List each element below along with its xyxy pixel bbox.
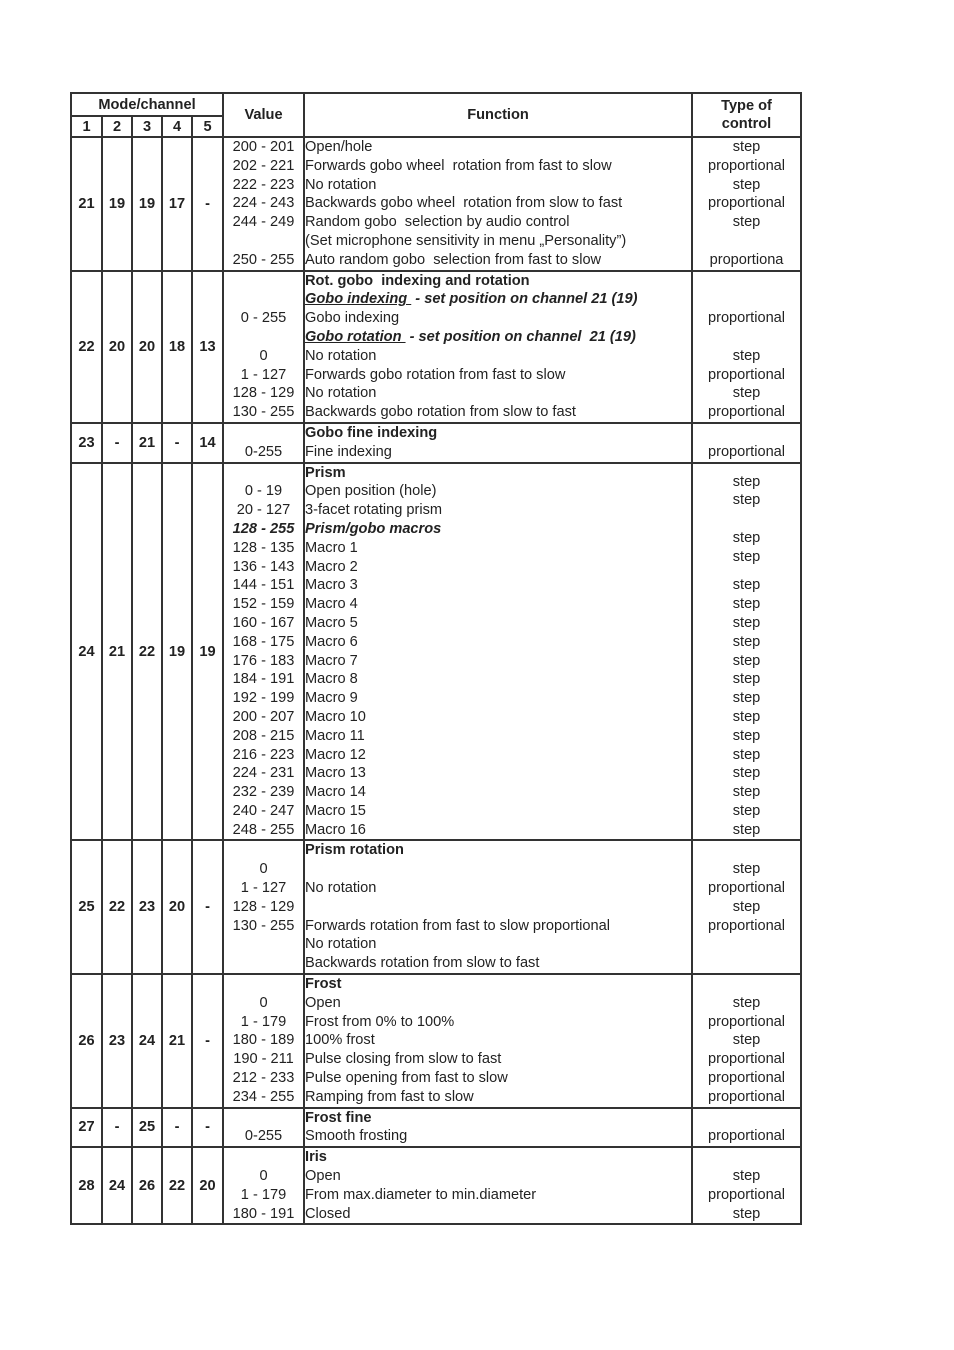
function-cell (304, 463, 692, 577)
function-cell-lines (305, 464, 691, 577)
underlined-term: Gobo rotation (305, 328, 406, 345)
function-line: 3-facet rotating prism (305, 502, 443, 519)
function-line: No rotation (305, 176, 377, 193)
type-line: step (732, 139, 761, 155)
table-row (71, 271, 801, 423)
channel-mode-5: - (192, 1108, 223, 1148)
function-line: Macro 11 (305, 727, 365, 744)
channel-mode-5: 19 (192, 463, 223, 841)
table-body (71, 137, 801, 1224)
value-line: 0 - 19 (244, 483, 283, 500)
type-line: step (732, 1032, 761, 1049)
function-line: Macro 1 (305, 539, 358, 556)
function-line: Rot. gobo indexing and rotation (305, 272, 530, 289)
value-line: 0-255 (244, 1128, 283, 1145)
type-line: proportional (707, 443, 786, 460)
value-line: 180 - 191 (232, 1205, 295, 1222)
type-cell-lines (693, 424, 800, 462)
value-line (224, 841, 303, 860)
type-cell (692, 271, 801, 423)
function-cell-lines (305, 1109, 691, 1147)
function-line: Backwards gobo rotation from slow to fast (305, 404, 576, 421)
channel-mode-4: - (162, 1108, 192, 1148)
value-line (224, 328, 303, 347)
function-line: Macro 12 (305, 746, 366, 763)
value-line: 180 - 189 (232, 1032, 295, 1049)
channel-mode-4: - (162, 423, 192, 463)
value-line (224, 954, 303, 973)
value-line (224, 272, 303, 291)
value-cell-lines (224, 464, 303, 577)
function-line (305, 898, 691, 917)
channel-mode-1: 28 (71, 1147, 102, 1224)
channel-mode-5: 13 (192, 271, 223, 423)
value-line: 224 - 231 (232, 765, 295, 782)
table-row (71, 1108, 801, 1148)
value-line (224, 975, 303, 994)
channel-mode-4: 17 (162, 137, 192, 271)
value-cell (223, 840, 304, 974)
function-line: Fine indexing (305, 443, 392, 460)
value-cell-lines (224, 576, 303, 839)
value-cell-lines (224, 424, 303, 462)
value-line: 184 - 191 (232, 671, 295, 688)
type-line: proportional (707, 1070, 786, 1087)
type-line: step (732, 994, 761, 1011)
channel-mode-5: - (192, 137, 223, 271)
channel-mode-3: 26 (132, 1147, 162, 1224)
value-line: 130 - 255 (232, 917, 295, 934)
value-cell (223, 137, 304, 271)
type-line: proportional (707, 1088, 786, 1105)
value-line: 200 - 207 (232, 708, 295, 725)
channel-mode-2: 19 (102, 137, 132, 271)
type-line: step (732, 633, 761, 650)
mode-5-header: 5 (192, 116, 223, 137)
type-line: step (732, 214, 761, 231)
channel-mode-1: 25 (71, 840, 102, 974)
type-cell-lines (693, 1148, 800, 1223)
value-line: 176 - 183 (232, 652, 295, 669)
type-of-control-header: Type of control (692, 93, 801, 137)
type-line: step (732, 385, 761, 402)
type-line: step (732, 176, 761, 193)
type-line: proportional (707, 880, 786, 897)
type-line: proportional (707, 404, 786, 421)
value-cell-lines (224, 138, 303, 270)
value-line: 1 - 127 (240, 366, 287, 383)
value-line (224, 424, 303, 443)
mode-1-header: 1 (71, 116, 102, 137)
type-line: step (732, 492, 761, 509)
function-line: Macro 13 (305, 765, 366, 782)
type-line: proportional (707, 366, 786, 383)
channel-mode-2: - (102, 423, 132, 463)
function-line: Backwards rotation from slow to fast (305, 955, 540, 972)
value-line (224, 935, 303, 954)
value-line: 240 - 247 (232, 802, 295, 819)
table-row (71, 1147, 801, 1224)
function-line: No rotation (305, 880, 377, 897)
value-line (224, 1109, 303, 1128)
type-cell (692, 974, 801, 1108)
function-line: Open/hole (305, 139, 373, 155)
channel-mode-2: 21 (102, 463, 132, 841)
function-cell (304, 576, 692, 840)
type-line: proportiona (709, 251, 784, 268)
channel-mode-3: 24 (132, 974, 162, 1108)
value-cell-lines (224, 1148, 303, 1223)
value-line: 0 (259, 347, 268, 364)
channel-mode-5: 20 (192, 1147, 223, 1224)
function-line: Iris (305, 1149, 327, 1166)
value-line: 190 - 211 (233, 1051, 294, 1068)
channel-mode-1: 23 (71, 423, 102, 463)
type-line: proportional (707, 157, 786, 174)
function-line: Auto random gobo selection from fast to slow (305, 251, 602, 268)
channel-mode-4: 22 (162, 1147, 192, 1224)
value-line: 208 - 215 (232, 727, 295, 744)
channel-mode-4: 19 (162, 463, 192, 841)
type-cell-lines (693, 138, 800, 270)
type-line (693, 841, 800, 860)
function-line: Pulse closing from slow to fast (305, 1051, 502, 1068)
type-line: step (732, 671, 761, 688)
function-header: Function (304, 93, 692, 137)
function-line: Forwards gobo rotation from fast to slow (305, 366, 566, 383)
value-line: 144 - 151 (232, 577, 295, 594)
value-line: 136 - 143 (232, 558, 295, 575)
channel-mode-3: 19 (132, 137, 162, 271)
table-row (71, 137, 801, 271)
table-row (71, 974, 801, 1108)
function-line: Gobo fine indexing (305, 424, 438, 441)
value-line: 152 - 159 (232, 596, 295, 613)
value-line: 0 (259, 994, 268, 1011)
value-cell (223, 463, 304, 577)
function-cell (304, 423, 692, 463)
type-line (693, 510, 800, 529)
value-line: 216 - 223 (232, 746, 295, 763)
function-line: Macro 9 (305, 690, 358, 707)
type-line: step (732, 347, 761, 364)
type-cell (692, 840, 801, 974)
function-line: Macro 16 (305, 821, 366, 838)
type-line: step (732, 596, 761, 613)
function-cell (304, 137, 692, 271)
table-row (71, 840, 801, 974)
function-line: Open (305, 1168, 341, 1185)
function-cell-lines (305, 1148, 691, 1223)
mode-channel-header: Mode/channel (71, 93, 223, 116)
value-cell-lines (224, 975, 303, 1107)
type-line (693, 1109, 800, 1128)
function-line: Frost fine (305, 1109, 372, 1126)
type-cell (692, 1147, 801, 1224)
channel-mode-1: 26 (71, 974, 102, 1108)
type-line: proportional (707, 195, 786, 212)
value-line: 0 (259, 1168, 268, 1185)
function-line: Macro 14 (305, 784, 366, 801)
function-cell-lines (305, 975, 691, 1107)
function-line: Frost from 0% to 100% (305, 1013, 455, 1030)
value-line (224, 464, 303, 483)
channel-mode-3: 21 (132, 423, 162, 463)
mode-4-header: 4 (162, 116, 192, 137)
type-line: step (732, 784, 761, 801)
type-line: step (732, 473, 761, 490)
function-cell-lines (305, 576, 691, 839)
type-line: proportional (707, 310, 786, 327)
type-cell-lines (693, 464, 800, 567)
channel-mode-1: 22 (71, 271, 102, 423)
value-cell (223, 423, 304, 463)
type-line: step (732, 548, 761, 565)
type-cell-lines (693, 975, 800, 1107)
type-line: proportional (707, 1186, 786, 1203)
channel-mode-3: 22 (132, 463, 162, 841)
function-line: Gobo indexing - set position on channel 21 (19) (305, 291, 638, 308)
function-line: No rotation (305, 936, 377, 953)
function-line: Pulse opening from fast to slow (305, 1070, 508, 1087)
function-cell-lines (305, 272, 691, 422)
value-cell (223, 576, 304, 840)
value-cell (223, 1147, 304, 1224)
value-line: 130 - 255 (232, 404, 295, 421)
value-line (224, 290, 303, 309)
channel-mode-1: 24 (71, 463, 102, 841)
type-line: step (732, 577, 761, 594)
channel-mode-3: 23 (132, 840, 162, 974)
table-row (71, 463, 801, 577)
type-line: step (732, 746, 761, 763)
channel-mode-2: - (102, 1108, 132, 1148)
function-line: (Set microphone sensitivity in menu „Personality”) (305, 232, 627, 249)
type-cell-lines (693, 1109, 800, 1147)
function-line: Macro 6 (305, 633, 358, 650)
type-cell (692, 1108, 801, 1148)
type-line (693, 232, 800, 251)
type-line: proportional (707, 917, 786, 934)
value-line: 20 - 127 (236, 502, 291, 519)
value-line: 232 - 239 (232, 784, 295, 801)
function-line: Prism (305, 464, 346, 481)
function-line: Forwards rotation from fast to slow proportional (305, 917, 610, 934)
function-cell (304, 1108, 692, 1148)
channel-mode-5: 14 (192, 423, 223, 463)
channel-mode-5: - (192, 840, 223, 974)
function-cell (304, 840, 692, 974)
type-cell (692, 463, 801, 577)
function-line: From max.diameter to min.diameter (305, 1186, 537, 1203)
function-line: 100% frost (305, 1032, 375, 1049)
type-cell-lines (693, 841, 800, 973)
mode-3-header: 3 (132, 116, 162, 137)
type-line (693, 424, 800, 443)
value-line: 128 - 255 (232, 520, 295, 537)
function-line: Macro 15 (305, 802, 366, 819)
function-line: Macro 4 (305, 596, 358, 613)
value-line: 128 - 129 (232, 898, 295, 915)
channel-mode-5: - (192, 974, 223, 1108)
value-line: 1 - 179 (240, 1013, 287, 1030)
mode-2-header: 2 (102, 116, 132, 137)
type-line: step (732, 1168, 761, 1185)
value-line (224, 232, 303, 251)
channel-mode-3: 25 (132, 1108, 162, 1148)
type-line: step (732, 727, 761, 744)
value-line: 234 - 255 (232, 1088, 295, 1105)
type-line (693, 272, 800, 291)
type-line (693, 328, 800, 347)
value-cell (223, 271, 304, 423)
function-cell-lines (305, 138, 691, 270)
value-cell-lines (224, 841, 303, 973)
value-cell-lines (224, 1109, 303, 1147)
function-cell (304, 974, 692, 1108)
channel-mode-4: 20 (162, 840, 192, 974)
value-line: 202 - 221 (232, 157, 295, 174)
value-line: 248 - 255 (232, 821, 295, 838)
value-header: Value (223, 93, 304, 137)
type-line: step (732, 861, 761, 878)
value-line: 192 - 199 (232, 690, 295, 707)
type-line: step (732, 802, 761, 819)
type-cell (692, 137, 801, 271)
channel-mode-1: 27 (71, 1108, 102, 1148)
value-cell-lines (224, 272, 303, 422)
type-line (693, 975, 800, 994)
channel-mode-4: 18 (162, 271, 192, 423)
value-line: 0-255 (244, 443, 283, 460)
function-cell-lines (305, 424, 691, 462)
value-line: 128 - 135 (232, 539, 295, 556)
table-row (71, 423, 801, 463)
value-line: 200 - 201 (232, 139, 295, 155)
type-line (693, 1148, 800, 1167)
function-line: Open position (hole) (305, 483, 437, 500)
channel-mode-2: 24 (102, 1147, 132, 1224)
value-line: 1 - 127 (240, 880, 287, 897)
value-line (224, 1148, 303, 1167)
channel-mode-3: 20 (132, 271, 162, 423)
channel-mode-1: 21 (71, 137, 102, 271)
function-line: Macro 2 (305, 558, 358, 575)
value-line: 250 - 255 (232, 251, 295, 268)
type-line: step (732, 821, 761, 838)
type-cell-lines (693, 576, 800, 839)
channel-mode-2: 22 (102, 840, 132, 974)
value-line: 0 (259, 861, 268, 878)
type-cell-lines (693, 272, 800, 422)
value-cell (223, 974, 304, 1108)
value-line: 224 - 243 (232, 195, 295, 212)
type-line: step (732, 765, 761, 782)
channel-mode-4: 21 (162, 974, 192, 1108)
type-line (693, 954, 800, 973)
value-line: 222 - 223 (232, 176, 295, 193)
function-line: Gobo rotation - set position on channel 21 (19) (305, 328, 636, 345)
value-line: 1 - 179 (240, 1186, 287, 1203)
function-line: Smooth frosting (305, 1128, 408, 1145)
function-cell (304, 271, 692, 423)
function-line: Macro 8 (305, 671, 358, 688)
value-line: 128 - 129 (232, 385, 295, 402)
function-line: No rotation (305, 347, 377, 364)
function-line: Open (305, 994, 341, 1011)
value-cell (223, 1108, 304, 1148)
function-line: Prism/gobo macros (305, 520, 442, 537)
type-cell (692, 423, 801, 463)
type-line: step (732, 1205, 761, 1222)
type-line: proportional (707, 1013, 786, 1030)
function-line: Random gobo selection by audio control (305, 214, 570, 231)
type-line: step (732, 690, 761, 707)
function-line: Ramping from fast to slow (305, 1088, 474, 1105)
channel-mode-2: 20 (102, 271, 132, 423)
type-line (693, 290, 800, 309)
function-line: Forwards gobo wheel rotation from fast to slow (305, 157, 612, 174)
type-line: step (732, 708, 761, 725)
function-cell-lines (305, 841, 691, 973)
function-line: Macro 3 (305, 577, 358, 594)
channel-mode-2: 23 (102, 974, 132, 1108)
value-line: 244 - 249 (232, 214, 295, 231)
dmx-channel-table (70, 92, 802, 1225)
function-cell (304, 1147, 692, 1224)
function-line: Closed (305, 1205, 351, 1222)
function-line: Prism rotation (305, 842, 404, 859)
type-line: step (732, 898, 761, 915)
value-line: 168 - 175 (232, 633, 295, 650)
underlined-term: Gobo indexing (305, 291, 412, 308)
function-line: Macro 5 (305, 614, 358, 631)
type-line: step (732, 529, 761, 546)
type-line: step (732, 652, 761, 669)
function-line: No rotation (305, 385, 377, 402)
function-line: Macro 10 (305, 708, 366, 725)
function-line: Gobo indexing (305, 310, 400, 327)
type-line: step (732, 614, 761, 631)
type-line: proportional (707, 1128, 786, 1145)
function-line (305, 860, 691, 879)
type-line: proportional (707, 1051, 786, 1068)
function-line: Frost (305, 976, 342, 993)
function-line: Macro 7 (305, 652, 358, 669)
type-cell (692, 576, 801, 840)
value-line: 0 - 255 (240, 310, 287, 327)
value-line: 160 - 167 (232, 614, 295, 631)
value-line: 212 - 233 (232, 1070, 295, 1087)
function-line: Backwards gobo wheel rotation from slow to fast (305, 195, 623, 212)
type-line (693, 935, 800, 954)
